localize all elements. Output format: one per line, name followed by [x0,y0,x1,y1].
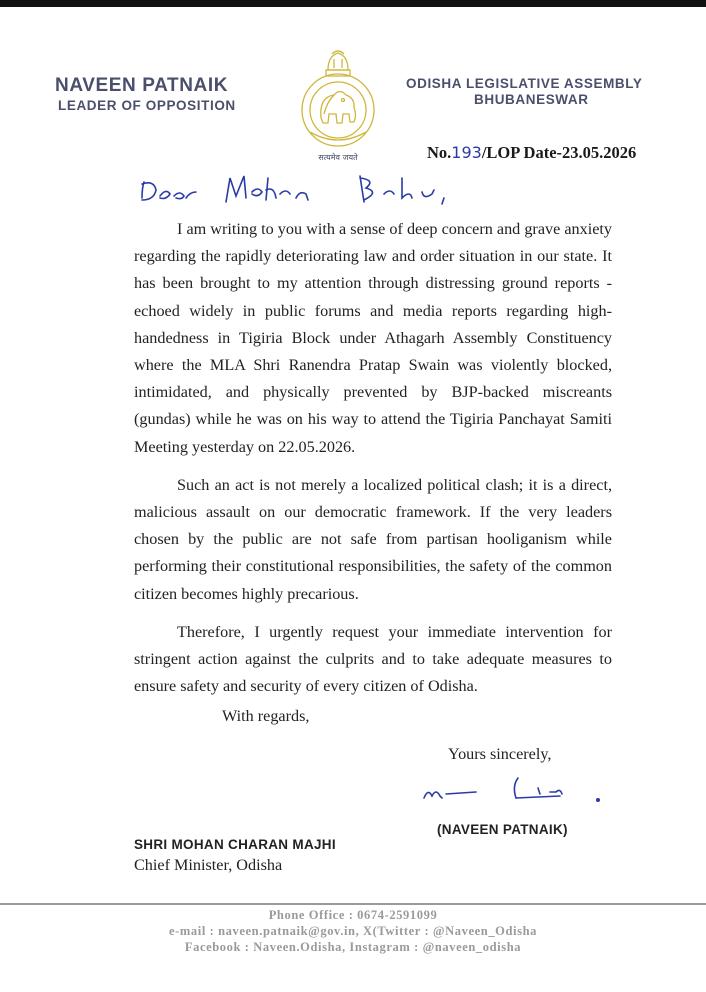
assembly-city: BHUBANESWAR [474,92,589,107]
recipient-name: SHRI MOHAN CHARAN MAJHI [134,837,336,852]
footer-phone: Phone Office : 0674-2591099 [268,908,438,922]
footer-email: e-mail : naveen.patnaik@gov.in, X(Twitter : @Naveen_Odisha [168,924,537,938]
sender-name: NAVEEN PATNAIK [55,75,229,96]
body-paragraph-3: Therefore, I urgently request your immediate intervention for stringent action against the culprits and to take adequate measures to ensure safety and security of every citizen of Odisha. [134,622,612,696]
sender-role: LEADER OF OPPOSITION [58,98,236,113]
reference-number: 193 [451,143,482,162]
handwritten-salutation [140,170,500,215]
reference-date: /LOP Date-23.05.2026 [481,143,637,162]
salutation-text: Dear Mohan Babu, [140,170,148,171]
closing-regards: With regards, [222,707,310,725]
handwritten-signature [420,768,610,813]
body-paragraph-2: Such an act is not merely a localized political clash; it is a direct, malicious assault on our democratic framework. If the very leaders chosen by the public are not safe from partisan hooliganism while performing their constitutional responsibilities, the safety of the common citizen becomes highly precarious. [134,475,612,603]
top-border [0,0,706,7]
reference-line [427,143,636,163]
footer-divider [0,903,706,905]
assembly-name: ODISHA LEGISLATIVE ASSEMBLY [406,76,643,91]
recipient-title: Chief Minister, Odisha [134,856,283,874]
state-emblem-icon [288,42,388,167]
reference-prefix: No. [427,143,452,162]
letter-body [134,216,612,711]
closing-sincerely: Yours sincerely, [448,745,552,763]
signer-name: (NAVEEN PATNAIK) [437,822,568,837]
emblem-motto: सत्यमेव जयते [318,153,358,162]
footer-social: Facebook : Naveen.Odisha, Instagram : @naveen_odisha [184,940,522,954]
body-paragraph-1: I am writing to you with a sense of deep concern and grave anxiety regarding the rapidly deteriorating law and order situation in our state. It has been brought to my attention through distressing ground reports - echoed widely in public forums and media reports regarding high-handedness in Tigiria Block under Athagarh Assembly Constituency where the MLA Shri Ranendra Pratap Swain was violently blocked, intimidated, and physically prevented by BJP-backed miscreants (gundas) while he was on his way to attend the Tigiria Panchayat Samiti Meeting yesterday on 22.05.2026. [134,220,612,456]
